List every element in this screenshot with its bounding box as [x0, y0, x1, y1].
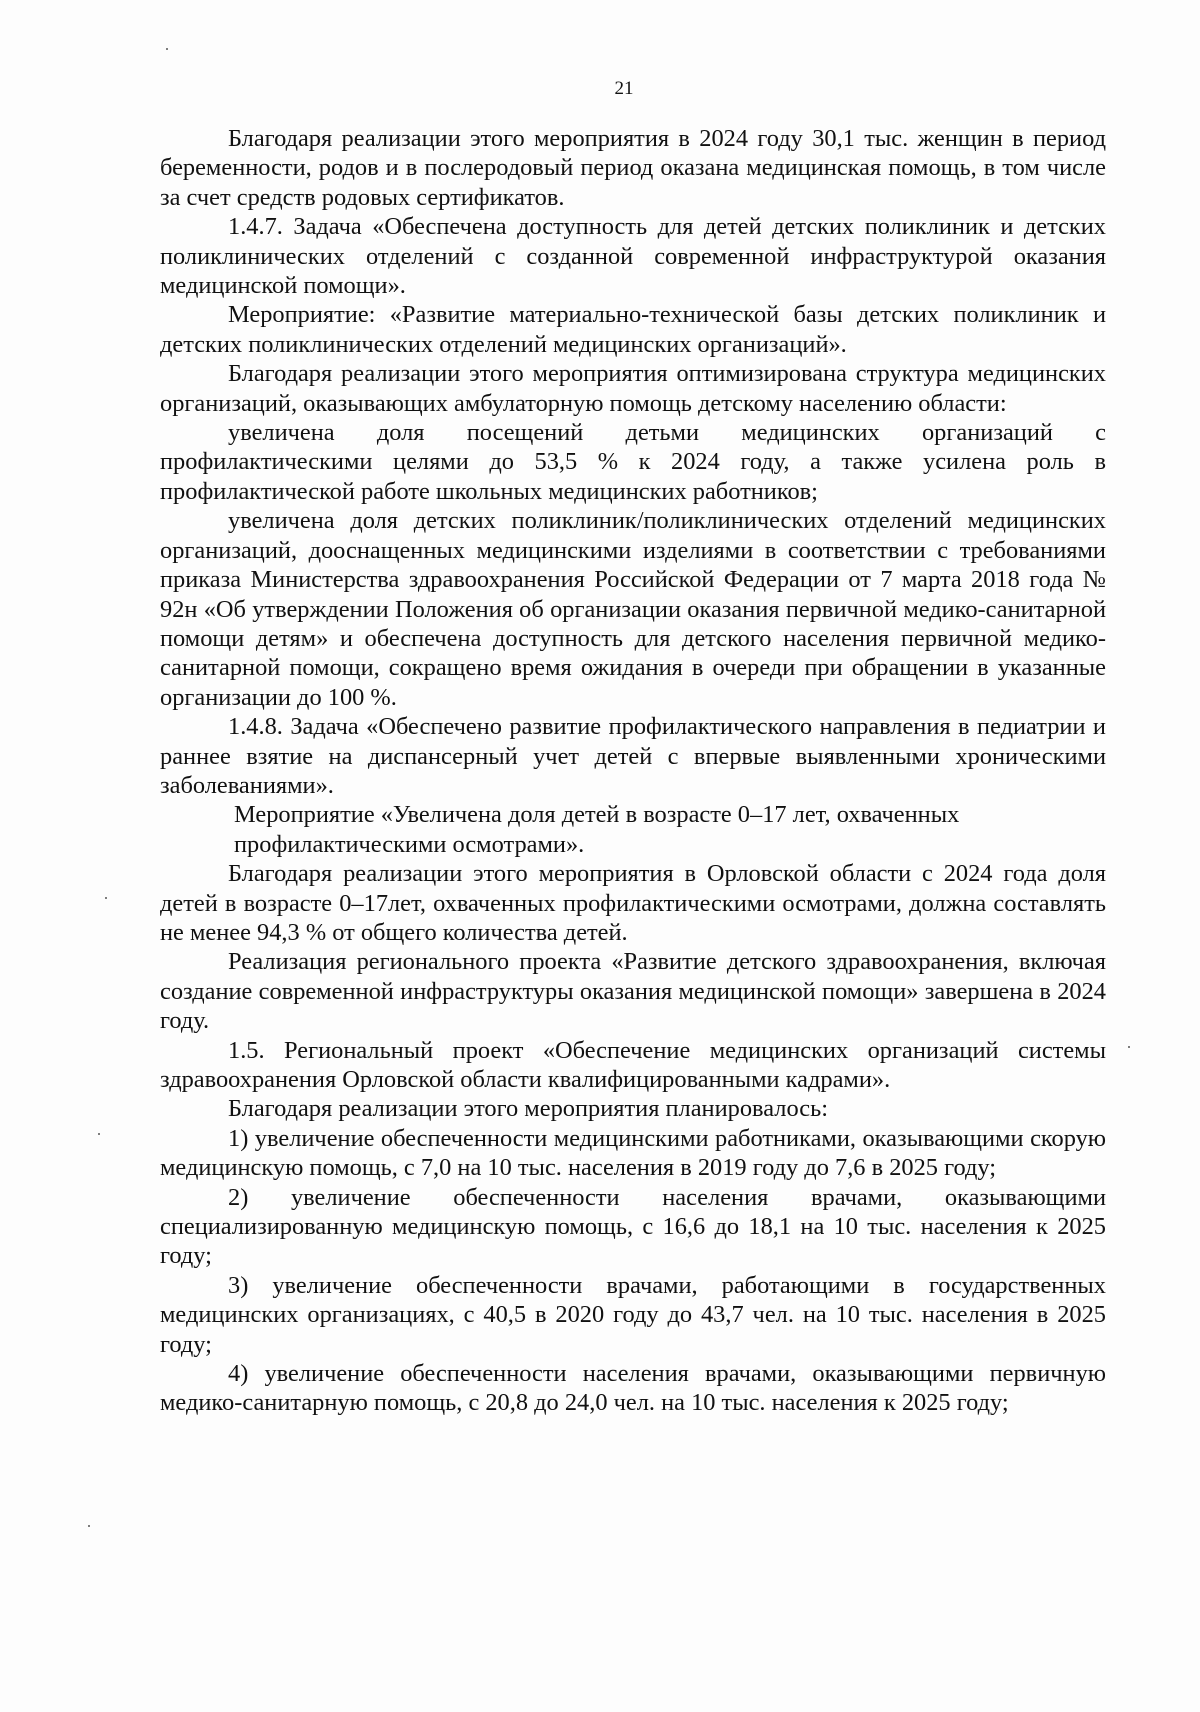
scan-speck	[98, 1133, 100, 1135]
document-body	[160, 124, 1106, 1418]
scan-speck	[1128, 1046, 1130, 1048]
paragraph-project-1-5: 1.5. Региональный проект «Обеспечение медицинских организаций системы здравоохранения Орловской области квалифицированными кадрами».	[160, 1036, 1106, 1093]
list-item-4: 4) увеличение обеспеченности населения врачами, оказывающими первичную медико-санитарную помощь, с 20,8 до 24,0 чел. на 10 тыс. населения к 2025 году;	[160, 1360, 1106, 1417]
paragraph-task-1-4-8: 1.4.8. Задача «Обеспечено развитие профилактического направления в педиатрии и раннее взятие на диспансерный учет детей с впервые выявленными хроническими заболеваниями».	[160, 713, 1106, 799]
paragraph-preventive-visits: увеличена доля посещений детьми медицинских организаций с профилактическими целями до 53,5 % к 2024 году, а также усилена роль в профилактической работе школьных медицинских работников;	[160, 419, 1106, 505]
scan-speck	[88, 1525, 90, 1527]
paragraph-measure-infrastructure: Мероприятие: «Развитие материально-технической базы детских поликлиник и детских поликлинических отделений медицинских организаций».	[160, 301, 1106, 358]
paragraph-checkup-share: Благодаря реализации этого мероприятия в Орловской области с 2024 года доля детей в возрасте 0–17лет, охваченных профилактическими осмотрами, должна составлять не менее 94,3 % от общего количества детей.	[160, 860, 1106, 946]
scan-speck	[105, 897, 107, 899]
scan-speck	[166, 48, 168, 50]
paragraph-birth-certificates: Благодаря реализации этого мероприятия в 2024 году 30,1 тыс. женщин в период беременности, родов и в послеродовый период оказана медицинская помощь, в том числе за счет средств родовых сертификатов.	[160, 125, 1106, 211]
paragraph-structure-optimized: Благодаря реализации этого мероприятия оптимизирована структура медицинских организаций, оказывающих амбулаторную помощь детскому населению области:	[160, 360, 1106, 417]
list-item-1: 1) увеличение обеспеченности медицинскими работниками, оказывающими скорую медицинскую помощь, с 7,0 на 10 тыс. населения в 2019 году до 7,6 в 2025 году;	[160, 1124, 1106, 1182]
page-number: 21	[614, 78, 634, 99]
paragraph-project-completed: Реализация регионального проекта «Развитие детского здравоохранения, включая создание современной инфраструктуры оказания медицинской помощи» завершена в 2024 году.	[160, 948, 1106, 1035]
list-item-3: 3) увеличение обеспеченности врачами, работающими в государственных медицинских организациях, с 40,5 в 2020 году до 43,7 чел. на 10 тыс. населения в 2025 году;	[160, 1271, 1106, 1358]
paragraph-planned-intro: Благодаря реализации этого мероприятия планировалось:	[228, 1095, 828, 1123]
list-item-2: 2) увеличение обеспеченности населения врачами, оказывающими специализированную медицинскую помощь, с 16,6 до 18,1 на 10 тыс. населения к 2025 году;	[160, 1183, 1106, 1270]
paragraph-equipped-clinics: увеличена доля детских поликлиник/поликлинических отделений медицинских организаций, дооснащенных медицинскими изделиями в соответствии с требованиями приказа Министерства здравоохранения Российской Федерации от 7 марта 2018 года № 92н «Об утверждении Положения об организации оказания первичной медико-санитарной помощи детям» и обеспечена доступность для детского населения первичной медико-санитарной помощи, сокращено время ожидания в очереди при обращении в указанные организации до 100 %.	[160, 507, 1106, 711]
paragraph-measure-checkups: Мероприятие «Увеличена доля детей в возрасте 0–17 лет, охваченных профилактическими осмотрами».	[234, 801, 960, 858]
paragraph-task-1-4-7: 1.4.7. Задача «Обеспечена доступность для детей детских поликлиник и детских поликлинических отделений с созданной современной инфраструктурой оказания медицинской помощи».	[160, 213, 1106, 300]
